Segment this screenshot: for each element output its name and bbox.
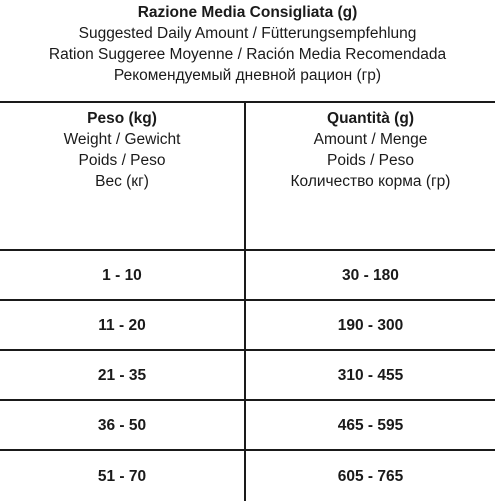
- amount-header-fr-es: Poids / Peso: [326, 152, 415, 169]
- weight-cell: 1 - 10: [0, 251, 246, 299]
- amount-cell: 30 - 180: [342, 266, 399, 284]
- header-subtitle-ru: Рекомендуемый дневной рацион (гр): [113, 67, 382, 84]
- table-row: [0, 301, 495, 351]
- weight-column-header: [0, 103, 246, 249]
- table-row: [0, 351, 495, 401]
- weight-cell: 36 - 50: [0, 401, 246, 449]
- weight-cell: 21 - 35: [0, 351, 246, 399]
- header-title: Razione Media Consigliata (g): [137, 4, 358, 21]
- table-row: [0, 401, 495, 451]
- table-header-row: [0, 103, 495, 251]
- table-row: [0, 451, 495, 501]
- weight-cell: 11 - 20: [0, 301, 246, 349]
- amount-cell: 310 - 455: [337, 366, 404, 384]
- amount-column-header: [246, 103, 495, 249]
- amount-header-en-de: Amount / Menge: [313, 131, 428, 148]
- header-subtitle-fr-es: Ration Suggeree Moyenne / Ración Media Recomendada: [48, 46, 447, 63]
- amount-header-ru: Количество корма (гр): [290, 173, 451, 190]
- amount-cell: 465 - 595: [337, 416, 404, 434]
- weight-header-it: Peso (kg): [87, 110, 157, 127]
- amount-cell: 190 - 300: [337, 316, 404, 334]
- amount-header-it: Quantità (g): [327, 110, 414, 127]
- header-subtitle-en-de: Suggested Daily Amount / Fütterungsempfehlung: [78, 25, 417, 42]
- weight-header-fr-es: Poids / Peso: [78, 152, 166, 169]
- weight-cell: 51 - 70: [0, 451, 246, 501]
- weight-header-ru: Вес (кг): [95, 173, 149, 190]
- feeding-table: [0, 101, 495, 501]
- weight-header-en-de: Weight / Gewicht: [63, 131, 181, 148]
- table-row: [0, 251, 495, 301]
- feeding-guide-header: [0, 2, 495, 86]
- amount-cell: 605 - 765: [337, 467, 404, 485]
